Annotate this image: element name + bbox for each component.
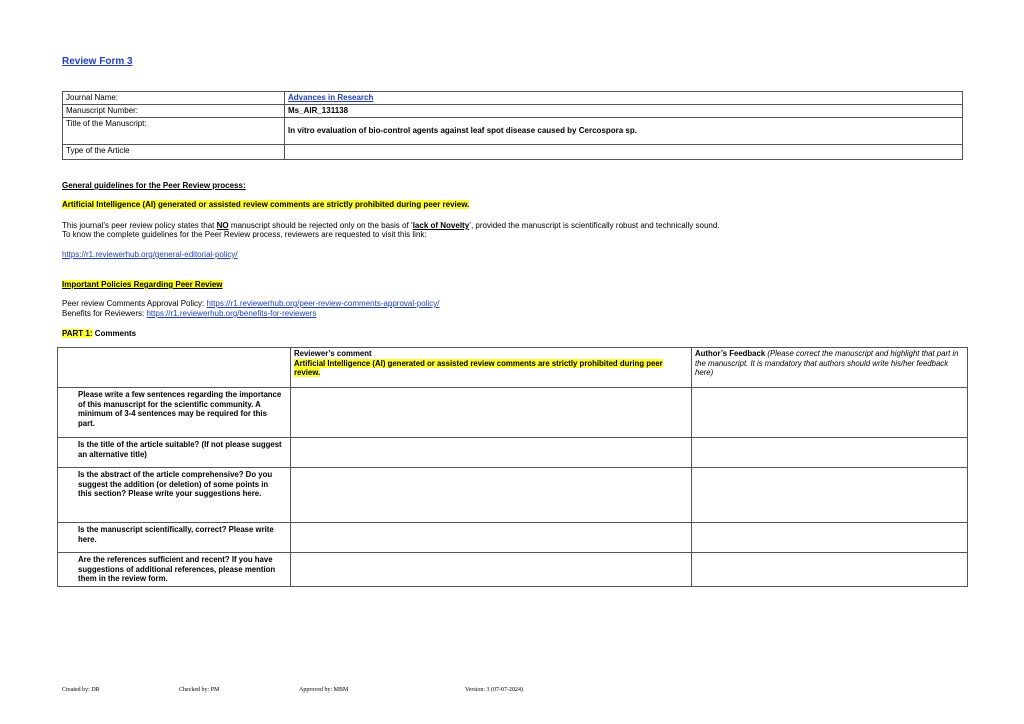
journal-name-link[interactable]: Advances in Research [288,93,374,102]
footer-checked-by: Checked by: PM [179,687,220,693]
manuscript-info-table [62,91,963,160]
author-feedback-cell[interactable] [692,468,968,523]
table-row [58,553,968,587]
reviewer-ai-warning: Artificial Intelligence (AI) generated or assisted review comments are strictly prohibited during peer review. [294,358,663,377]
reviewer-comment-header [291,348,692,388]
footer-approved-by: Approved by: MBM [299,687,349,693]
ai-warning: Artificial Intelligence (AI) generated or assisted review comments are strictly prohibited during peer review. [62,200,470,209]
approval-policy-line: Peer review Comments Approval Policy: https://r1.reviewerhub.org/peer-review-comments-approval-policy/ [62,299,440,308]
guidelines-heading: General guidelines for the Peer Review process: [62,181,246,190]
policy-guidelines-text: To know the complete guidelines for the Peer Review process, reviewers are requested to visit this link: [62,230,427,239]
reviewer-comment-cell[interactable] [291,438,692,468]
reviewer-comment-cell[interactable] [291,523,692,553]
manuscript-title-label: Title of the Manuscript: [63,118,285,145]
policy-no-text: NO [216,221,229,230]
author-feedback-cell[interactable] [692,523,968,553]
footer-created-by: Created by: DR [62,687,100,693]
reviewer-comment-cell[interactable] [291,388,692,438]
question-references: Are the references sufficient and recent? If you have suggestions of additional references, please mention them in the review form. [58,553,291,587]
table-row [58,523,968,553]
part1-heading [62,329,136,339]
manuscript-title-value: In vitro evaluation of bio-control agents against leaf spot disease caused by Cercospora sp. [285,118,963,145]
approval-policy-link[interactable]: https://r1.reviewerhub.org/peer-review-comments-approval-policy/ [206,299,440,308]
author-feedback-header [692,348,968,388]
article-type-label: Type of the Article [63,145,285,160]
manuscript-number-label: Manuscript Number: [63,105,285,118]
table-row [58,468,968,523]
question-scientific: Is the manuscript scientifically, correct? Please write here. [58,523,291,553]
manuscript-number-value: Ms_AIR_131138 [285,105,963,118]
reviewer-comment-title: Reviewer’s comment [294,349,372,358]
benefits-line: Benefits for Reviewers: https://r1.reviewerhub.org/benefits-for-reviewers [62,309,317,318]
reviewer-comment-cell[interactable] [291,468,692,523]
policies-heading: Important Policies Regarding Peer Review [62,280,223,289]
article-type-value[interactable] [285,145,963,160]
question-importance: Please write a few sentences regarding the importance of this manuscript for the scientific community. A minimum of 3-4 sentences may be required for this part. [58,388,291,438]
question-title: Is the title of the article suitable? (If not please suggest an alternative title) [58,438,291,468]
benefits-link[interactable]: https://r1.reviewerhub.org/benefits-for-reviewers [146,309,317,318]
author-feedback-cell[interactable] [692,438,968,468]
reviewer-comment-cell[interactable] [291,553,692,587]
part1-title: Comments [92,329,137,338]
question-abstract: Is the abstract of the article comprehensive? Do you suggest the addition (or deletion) of some points in this section? Please write your suggestions here. [58,468,291,523]
journal-name-label: Journal Name: [63,92,285,105]
review-comments-table [57,347,968,587]
form-title: Review Form 3 [62,56,133,67]
author-feedback-title: Author’s Feedback [695,349,766,358]
table-row [58,438,968,468]
editorial-policy-link[interactable]: https://r1.reviewerhub.org/general-editorial-policy/ [62,250,238,259]
author-feedback-cell[interactable] [692,388,968,438]
policy-statement: This journal’s peer review policy states that NO manuscript should be rejected only on the basis of ‘lack of Novelty’, provided the manuscript is scientifically robust and technically sound. [62,221,720,230]
header-empty-cell [58,348,291,388]
lack-of-novelty-text: lack of Novelty [412,221,470,230]
part1-label: PART 1: [62,329,93,338]
footer-version: Version: 3 (07-07-2024) [465,687,523,693]
table-row [58,388,968,438]
author-feedback-cell[interactable] [692,553,968,587]
author-feedback-note: (Please correct the manuscript and highlight that part in the manuscript. It is mandatory that authors should write his/her feedback here) [695,349,959,377]
